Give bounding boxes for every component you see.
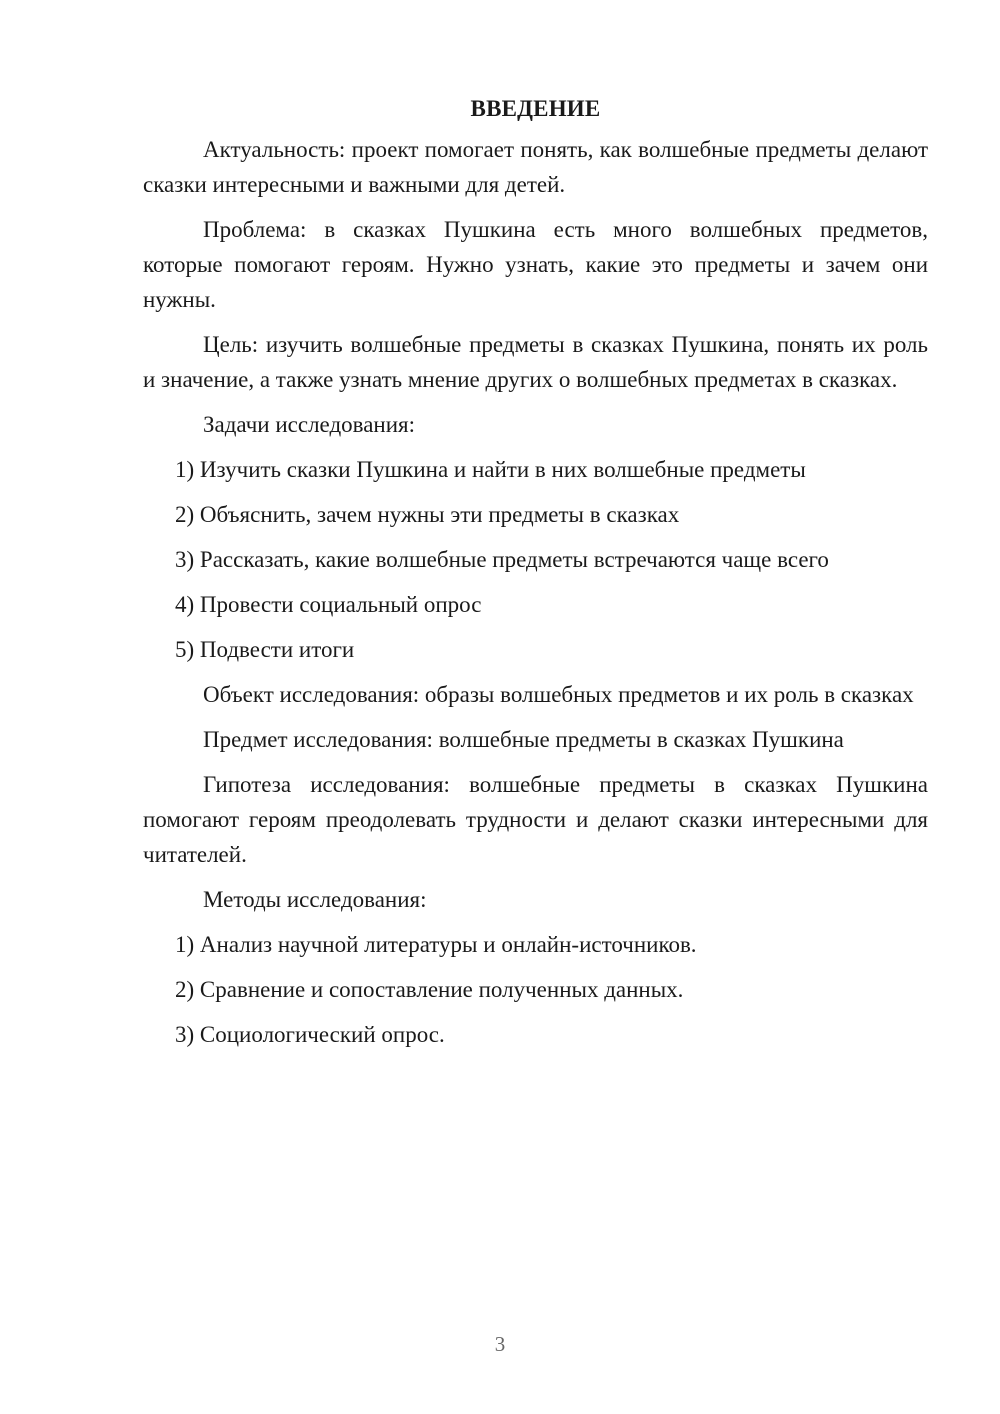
list-item: 2) Объяснить, зачем нужны эти предметы в сказках	[175, 502, 680, 527]
problem-paragraph: Проблема: в сказках Пушкина есть много волшебных предметов, которые помогают героям. Нужно узнать, какие это предметы и зачем они нужны.	[143, 217, 928, 312]
section-heading: ВВЕДЕНИЕ	[470, 96, 601, 121]
methods-list	[143, 927, 928, 1052]
list-item: 5) Подвести итоги	[175, 637, 355, 662]
list-item: 3) Социологический опрос.	[175, 1022, 445, 1047]
tasks-title: Задачи исследования:	[203, 412, 416, 437]
object-paragraph: Объект исследования: образы волшебных предметов и их роль в сказках	[203, 682, 914, 707]
list-item: 1) Анализ научной литературы и онлайн-источников.	[175, 932, 697, 957]
subject-paragraph: Предмет исследования: волшебные предметы в сказках Пушкина	[203, 727, 844, 752]
list-item: 4) Провести социальный опрос	[175, 592, 482, 617]
methods-title: Методы исследования:	[203, 887, 427, 912]
goal-paragraph: Цель: изучить волшебные предметы в сказках Пушкина, понять их роль и значение, а также узнать мнение других о волшебных предметах в сказках.	[143, 332, 928, 392]
list-item: 1) Изучить сказки Пушкина и найти в них волшебные предметы	[175, 457, 806, 482]
document-page	[143, 92, 928, 1062]
list-item: 2) Сравнение и сопоставление полученных данных.	[175, 977, 684, 1002]
list-item: 3) Рассказать, какие волшебные предметы встречаются чаще всего	[175, 547, 829, 572]
relevance-paragraph: Актуальность: проект помогает понять, как волшебные предметы делают сказки интересными и важными для детей.	[143, 137, 928, 197]
hypothesis-paragraph: Гипотеза исследования: волшебные предметы в сказках Пушкина помогают героям преодолевать трудности и делают сказки интересными для читателей.	[143, 772, 928, 867]
tasks-list	[143, 452, 928, 667]
page-number: 3	[494, 1332, 506, 1356]
